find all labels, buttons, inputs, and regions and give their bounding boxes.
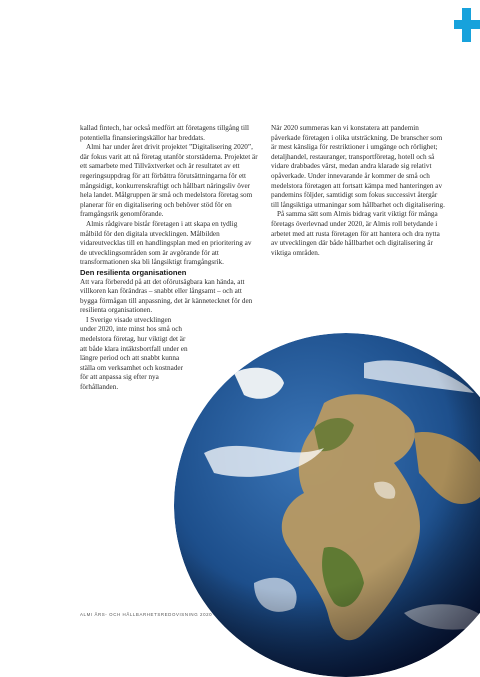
corner-mark-horizontal (454, 20, 480, 29)
right-paragraph-1: När 2020 summeras kan vi konstatera att pandemin påverkade företagen i olika utsträckning. De branscher som är mest känsliga för restriktioner i umgänge och rörlighet; detaljhandel, restauranger, transportföretag, hotell och så vidare drabbades värst, medan andra klarade sig relativt opåverkade. Under innevarande år kommer de små och medelstora företagen att fortsatt kämpa med hanteringen av pandemins följder, samtidigt som fokus successivt återgår till långsiktiga utmaningar som hållbarhet och digitalisering. (271, 124, 445, 209)
left-paragraph-3: Almis rådgivare bistår företagen i att skapa en tydlig målbild för den digitala utvecklingen. Målbilden vidareutvecklas till en handlingsplan med en prioritering av de utvecklingsområden som är avgörande för att transformationen ska bli långsiktigt framgångsrik. (80, 219, 252, 267)
page-footer: ALMI ÅRS- OCH HÅLLBARHETSREDOVISNING 2020 (80, 612, 213, 617)
left-text-column (80, 124, 258, 393)
left-paragraph-5: I Sverige visade utvecklingen under 2020, inte minst hos små och medelstora företag, hur viktigt det är att både klara intäktsbortfall under en längre period och att snabbt kunna ställa om verksamhet och kostnader för att anpassa sig efter nya förhållanden. (80, 315, 188, 392)
section-heading: Den resilienta organisationen (80, 267, 187, 277)
right-text-column (271, 124, 446, 258)
corner-plus-mark (454, 8, 480, 42)
left-paragraph-2: Almi har under året drivit projektet ”Digitalisering 2020”, där fokus varit att nå företag utanför storstäderna. Projektet är ett samarbete med Tillväxtverket och är resultatet av ett regeringsuppdrag för att förbättra förutsättningarna för ett mångsidigt, konkurrenskraftigt och hållbart näringsliv över hela landet. Målgruppen är små och medelstora företag som planerar för en digitalisering och behöver stöd för en framgångsrik genomförande. (80, 143, 258, 219)
left-paragraph-4: Att vara förberedd på att det oförutsägbara kan hända, att villkoren kan förändras – snabbt eller långsamt – och att bygga förmågan till anpassning, det är kännetecknet för den resilienta organisationen. (80, 277, 253, 315)
right-paragraph-2: På samma sätt som Almis bidrag varit viktigt för många företags överlevnad under 2020, är Almis roll betydande i arbetet med att rusta företagen för att hantera och dra nytta av utvecklingen där både hållbarhet och digitalisering är viktiga områden. (271, 210, 440, 257)
left-paragraph-1: kallad fintech, har också medfört att företagens tillgång till potentiella finansieringskällor har breddats. (80, 124, 250, 142)
